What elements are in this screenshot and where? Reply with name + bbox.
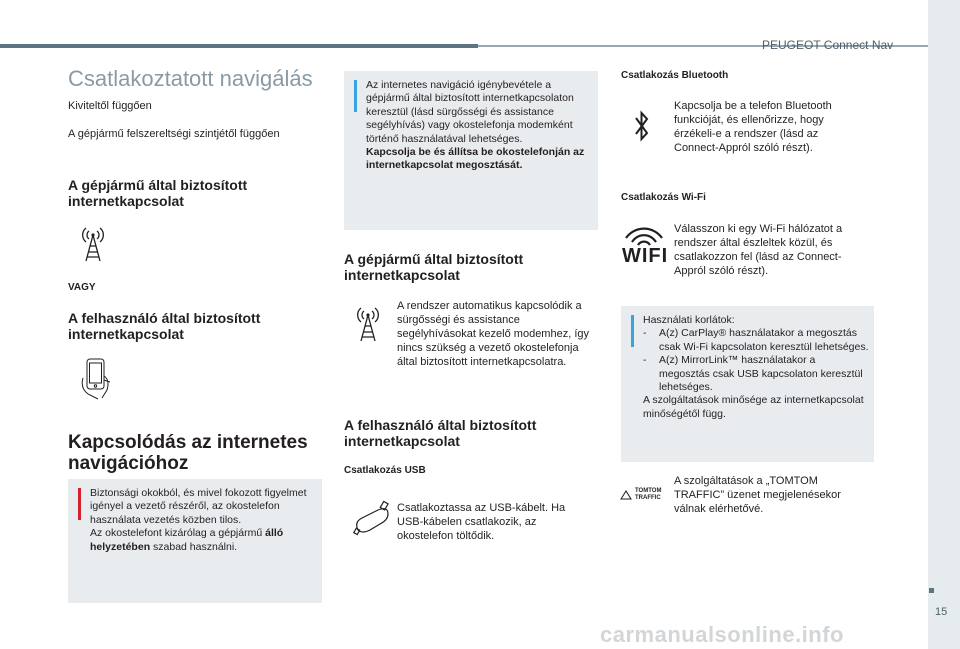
tomtom-logo-line1: TOMTOM [635, 488, 662, 494]
side-strip [928, 0, 960, 649]
limits-item-text: A(z) CarPlay® használatakor a megosztás csak Wi-Fi kapcsolaton keresztül lehetséges. [659, 327, 869, 353]
heading-user-connection: A felhasználó által biztosított internetkapcsolat [68, 310, 261, 342]
limits-dash: - [643, 327, 647, 340]
usb-cable-icon [352, 500, 392, 536]
header-title: PEUGEOT Connect Nav [762, 38, 894, 52]
heading-vehicle-connection-2: A gépjármű által biztosított internetkapcsolat [344, 251, 524, 283]
warning-text [90, 487, 318, 554]
limits-dash: - [643, 354, 647, 367]
tomtom-logo-text [635, 488, 661, 502]
info-bold: Kapcsolja be és állítsa be okostelefonján az internetkapcsolat megosztását. [366, 146, 585, 172]
subtitle-equipment: A gépjármű felszereltségi szintjétől függően [68, 128, 280, 140]
bluetooth-icon [633, 109, 651, 143]
limits-footer: A szolgáltatások minősége az internetkapcsolat minőségétől függ. [643, 394, 864, 420]
watermark: carmanualsonline.info [600, 622, 844, 647]
usb-label: Csatlakozás USB [344, 465, 426, 476]
limits-text [643, 314, 869, 421]
warning-marker [78, 488, 81, 520]
antenna-icon-small [355, 306, 381, 342]
tomtom-logo-line2: TRAFFIC [635, 495, 661, 501]
warning-line2-post: szabad használni. [150, 540, 238, 553]
usb-text: Csatlakoztassa az USB-kábelt. Ha USB-kábelen csatlakozik, az okostelefon töltődik. [397, 502, 566, 542]
limits-item-carplay [643, 327, 869, 354]
bluetooth-text: Kapcsolja be a telefon Bluetooth funkcióját, és ellenőrizze, hogy érzékeli-e a rendszer (lásd az Connect-Appról szóló részt). [674, 100, 832, 154]
info-marker [354, 80, 357, 112]
page-title: Csatlakoztatott navigálás [68, 66, 313, 91]
wifi-text: Válasszon ki egy Wi-Fi hálózatot a rendszer által észleltek közül, és csatlakozzon fel (lásd az Connect-Appról szóló részt). [674, 223, 843, 277]
main-heading-connect: Kapcsolódás az internetes navigációhoz [68, 432, 308, 474]
tomtom-text: A szolgáltatások a „TOMTOM TRAFFIC” üzenet megjelenésekor válnak elérhetővé. [674, 475, 841, 515]
antenna-icon [80, 226, 106, 262]
or-label: VAGY [68, 282, 96, 293]
smartphone-hand-icon [74, 356, 120, 402]
warning-line2-bold: álló helyzetében [90, 527, 284, 553]
limits-title: Használati korlátok: [643, 314, 735, 326]
bluetooth-label: Csatlakozás Bluetooth [621, 70, 729, 81]
limits-item-text: A(z) MirrorLink™ használatakor a megosztás csak USB kapcsolaton keresztül lehetséges. [659, 354, 863, 394]
page-marker [929, 588, 934, 593]
info-text [366, 79, 592, 173]
warning-line2-pre: Az okostelefont kizárólag a gépjármű [90, 527, 266, 540]
limits-box [621, 306, 874, 462]
wifi-icon-text: WIFI [622, 245, 669, 267]
heading-vehicle-connection: A gépjármű által biztosított internetkapcsolat [68, 177, 248, 209]
subtitle-variant: Kiviteltől függően [68, 100, 152, 112]
limits-item-mirrorlink [643, 354, 869, 394]
warning-line: Biztonsági okokból, és mivel fokozott figyelmet igényel a vezető részéről, az okostelefon használata vezetés közben tilos. [90, 487, 307, 526]
header-rule [0, 44, 478, 48]
wifi-icon [622, 226, 669, 267]
info-box [344, 71, 598, 230]
wifi-label: Csatlakozás Wi-Fi [621, 192, 706, 203]
info-line: Az internetes navigáció igénybevétele a gépjármű által biztosított internetkapcsolaton keresztül (lásd sürgősségi és assistance segélyhívás) vagy okostelefonja modemként történő használatával lehetséges. [366, 79, 574, 145]
heading-user-connection-2: A felhasználó által biztosított internetkapcsolat [344, 417, 537, 449]
warning-box [68, 479, 322, 603]
vehicle-connection-text: A rendszer automatikus kapcsolódik a sürgősségi és assistance segélyhívásokat kezelő modemhez, így nincs szükség a vezető okostelefonja által biztosított internetkapcsolatra. [397, 300, 589, 368]
limits-marker [631, 315, 634, 347]
page-number: 15 [935, 606, 948, 618]
